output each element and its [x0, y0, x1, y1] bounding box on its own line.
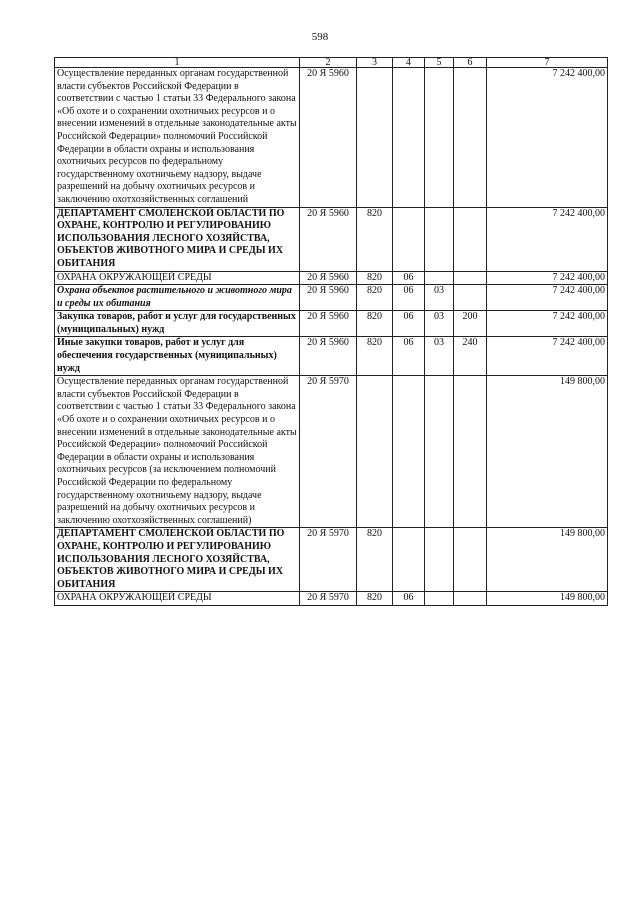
- table-row: [55, 592, 608, 606]
- amount: 149 800,00: [487, 592, 608, 606]
- table-row: [55, 528, 608, 592]
- subsection-code: [425, 376, 454, 528]
- target-article-code: 20 Я 5970: [300, 376, 357, 528]
- budget-table: [54, 57, 608, 606]
- section-code: [393, 207, 425, 271]
- target-article-code: 20 Я 5960: [300, 271, 357, 285]
- admin-code: 820: [357, 271, 393, 285]
- subsection-code: [425, 207, 454, 271]
- table-row: [55, 207, 608, 271]
- target-article-code: 20 Я 5960: [300, 68, 357, 208]
- admin-code: 820: [357, 592, 393, 606]
- column-header-3: 3: [357, 58, 393, 68]
- expense-type-code: 200: [454, 311, 487, 337]
- target-article-code: 20 Я 5960: [300, 311, 357, 337]
- admin-code: [357, 68, 393, 208]
- expense-type-code: 240: [454, 337, 487, 376]
- expense-type-code: [454, 271, 487, 285]
- expense-type-code: [454, 376, 487, 528]
- expense-type-code: [454, 592, 487, 606]
- subsection-code: [425, 271, 454, 285]
- admin-code: 820: [357, 337, 393, 376]
- table-body: [55, 68, 608, 606]
- amount: 7 242 400,00: [487, 68, 608, 208]
- admin-code: 820: [357, 311, 393, 337]
- row-name: Охрана объектов растительного и животного мира и среды их обитания: [55, 285, 300, 311]
- column-header-1: 1: [55, 58, 300, 68]
- row-name: Осуществление переданных органам государственной власти субъектов Российской Федерации в соответствии с частью 1 статьи 33 Федерального закона «Об охоте и о сохранении охотничьих ресурсов и о внесении изменений в отдельные законодательные акты Российской Федерации» полномочий Российской Федерации в области охраны и использования охотничьих ресурсов (за исключением полномочий Российской Федерации по федеральному государственному охотничьему надзору, выдаче разрешений на добычу охотничьих ресурсов и заключению охотхозяйственных соглашений): [55, 376, 300, 528]
- expense-type-code: [454, 285, 487, 311]
- amount: 7 242 400,00: [487, 337, 608, 376]
- row-name: ДЕПАРТАМЕНТ СМОЛЕНСКОЙ ОБЛАСТИ ПО ОХРАНЕ, КОНТРОЛЮ И РЕГУЛИРОВАНИЮ ИСПОЛЬЗОВАНИЯ ЛЕСНОГО ХОЗЯЙСТВА, ОБЪЕКТОВ ЖИВОТНОГО МИРА И СРЕДЫ ИХ ОБИТАНИЯ: [55, 207, 300, 271]
- amount: 7 242 400,00: [487, 311, 608, 337]
- subsection-code: 03: [425, 337, 454, 376]
- row-name: ДЕПАРТАМЕНТ СМОЛЕНСКОЙ ОБЛАСТИ ПО ОХРАНЕ, КОНТРОЛЮ И РЕГУЛИРОВАНИЮ ИСПОЛЬЗОВАНИЯ ЛЕСНОГО ХОЗЯЙСТВА, ОБЪЕКТОВ ЖИВОТНОГО МИРА И СРЕДЫ ИХ ОБИТАНИЯ: [55, 528, 300, 592]
- subsection-code: [425, 528, 454, 592]
- column-header-4: 4: [393, 58, 425, 68]
- subsection-code: 03: [425, 285, 454, 311]
- expense-type-code: [454, 207, 487, 271]
- subsection-code: [425, 592, 454, 606]
- amount: 7 242 400,00: [487, 285, 608, 311]
- row-name: Иные закупки товаров, работ и услуг для обеспечения государственных (муниципальных) нужд: [55, 337, 300, 376]
- row-name: Закупка товаров, работ и услуг для государственных (муниципальных) нужд: [55, 311, 300, 337]
- target-article-code: 20 Я 5970: [300, 528, 357, 592]
- column-header-7: 7: [487, 58, 608, 68]
- admin-code: 820: [357, 285, 393, 311]
- row-name: ОХРАНА ОКРУЖАЮЩЕЙ СРЕДЫ: [55, 592, 300, 606]
- admin-code: [357, 376, 393, 528]
- page-number: 598: [311, 31, 329, 43]
- column-header-6: 6: [454, 58, 487, 68]
- row-name: Осуществление переданных органам государственной власти субъектов Российской Федерации в соответствии с частью 1 статьи 33 Федерального закона «Об охоте и о сохранении охотничьих ресурсов и о внесении изменений в отдельные законодательные акты Российской Федерации» полномочий Российской Федерации в области охраны и использования охотничьих ресурсов по федеральному государственному охотничьему надзору, выдаче разрешений на добычу охотничьих ресурсов и заключению охотхозяйственных соглашений: [55, 68, 300, 208]
- target-article-code: 20 Я 5960: [300, 285, 357, 311]
- subsection-code: [425, 68, 454, 208]
- amount: 149 800,00: [487, 376, 608, 528]
- column-header-5: 5: [425, 58, 454, 68]
- section-code: 06: [393, 285, 425, 311]
- table-row: [55, 376, 608, 528]
- target-article-code: 20 Я 5960: [300, 207, 357, 271]
- header-row: [55, 58, 608, 68]
- table-row: [55, 337, 608, 376]
- expense-type-code: [454, 528, 487, 592]
- target-article-code: 20 Я 5960: [300, 337, 357, 376]
- section-code: [393, 68, 425, 208]
- subsection-code: 03: [425, 311, 454, 337]
- table-row: [55, 285, 608, 311]
- column-header-2: 2: [300, 58, 357, 68]
- amount: 7 242 400,00: [487, 207, 608, 271]
- row-name: ОХРАНА ОКРУЖАЮЩЕЙ СРЕДЫ: [55, 271, 300, 285]
- section-code: [393, 528, 425, 592]
- section-code: 06: [393, 337, 425, 376]
- target-article-code: 20 Я 5970: [300, 592, 357, 606]
- amount: 149 800,00: [487, 528, 608, 592]
- section-code: 06: [393, 271, 425, 285]
- table-row: [55, 68, 608, 208]
- admin-code: 820: [357, 207, 393, 271]
- section-code: [393, 376, 425, 528]
- table-row: [55, 271, 608, 285]
- section-code: 06: [393, 592, 425, 606]
- table-row: [55, 311, 608, 337]
- expense-type-code: [454, 68, 487, 208]
- section-code: 06: [393, 311, 425, 337]
- admin-code: 820: [357, 528, 393, 592]
- amount: 7 242 400,00: [487, 271, 608, 285]
